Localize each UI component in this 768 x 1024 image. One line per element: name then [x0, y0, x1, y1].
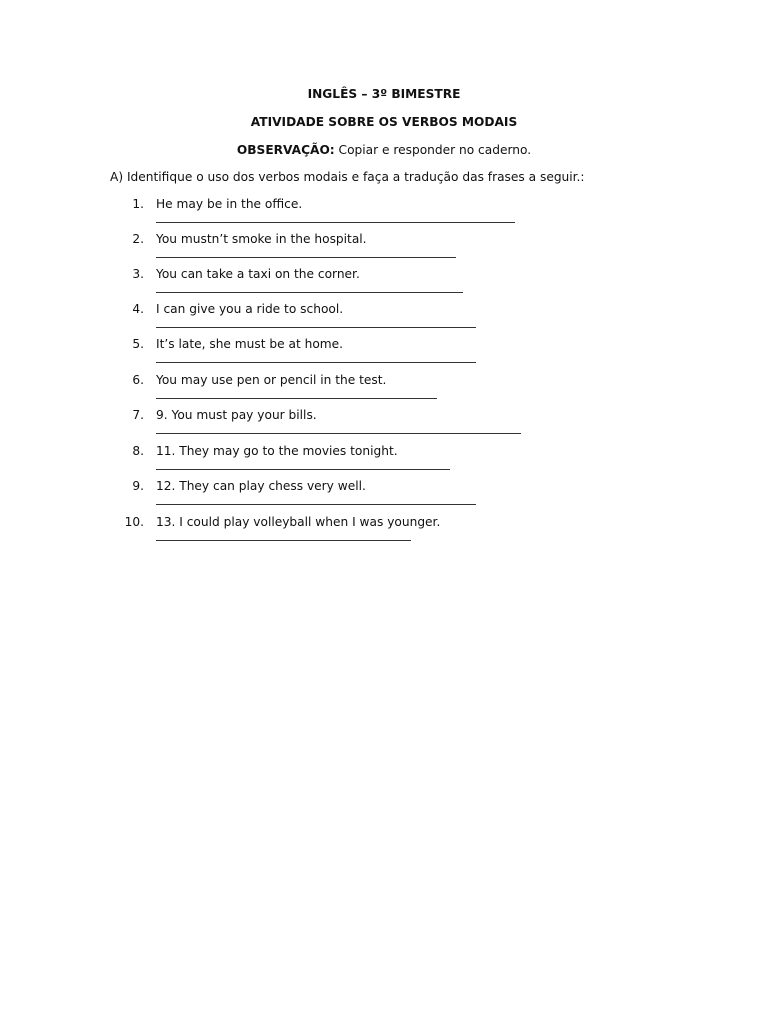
answer-line — [156, 362, 476, 363]
instruction-text: A) Identifique o uso dos verbos modais e faça a tradução das frases a seguir.: — [110, 170, 585, 184]
item-sentence: 12. They can play chess very well. — [156, 479, 366, 493]
list-item — [0, 372, 768, 407]
list-item — [0, 407, 768, 442]
item-number: 3. — [132, 267, 144, 281]
item-sentence: It’s late, she must be at home. — [156, 337, 344, 351]
list-item — [0, 443, 768, 478]
item-number: 9. — [132, 479, 144, 493]
answer-line — [156, 433, 521, 434]
item-number: 1. — [132, 197, 144, 211]
answer-line — [156, 327, 476, 328]
item-number: 6. — [132, 373, 144, 387]
observation — [0, 142, 768, 158]
item-sentence: 9. You must pay your bills. — [156, 408, 317, 422]
list-item — [0, 336, 768, 371]
list-item — [0, 266, 768, 301]
answer-line — [156, 469, 450, 470]
item-number: 10. — [124, 515, 144, 529]
document-subtitle: ATIVIDADE SOBRE OS VERBOS MODAIS — [250, 115, 518, 129]
item-sentence: You may use pen or pencil in the test. — [156, 373, 387, 387]
item-number: 7. — [132, 408, 144, 422]
list-item — [0, 301, 768, 336]
answer-line — [156, 292, 463, 293]
item-number: 2. — [132, 232, 144, 246]
item-sentence: You can take a taxi on the corner. — [156, 267, 360, 281]
item-sentence: He may be in the office. — [156, 197, 303, 211]
list-item — [0, 196, 768, 231]
list-item — [0, 478, 768, 513]
item-number: 8. — [132, 444, 144, 458]
answer-line — [156, 540, 411, 541]
document-title: INGLÊS – 3º BIMESTRE — [307, 87, 461, 101]
observation-label: OBSERVAÇÃO: — [236, 143, 335, 157]
item-sentence: 11. They may go to the movies tonight. — [156, 444, 398, 458]
list-item — [0, 514, 768, 549]
answer-line — [156, 257, 456, 258]
item-number: 4. — [132, 302, 144, 316]
list-item — [0, 231, 768, 266]
answer-line — [156, 504, 476, 505]
item-sentence: I can give you a ride to school. — [156, 302, 344, 316]
answer-line — [156, 222, 515, 223]
item-number: 5. — [132, 337, 144, 351]
observation-text: Copiar e responder no caderno. — [334, 143, 532, 157]
item-sentence: 13. I could play volleyball when I was younger. — [156, 515, 441, 529]
item-sentence: You mustn’t smoke in the hospital. — [156, 232, 367, 246]
answer-line — [156, 398, 437, 399]
